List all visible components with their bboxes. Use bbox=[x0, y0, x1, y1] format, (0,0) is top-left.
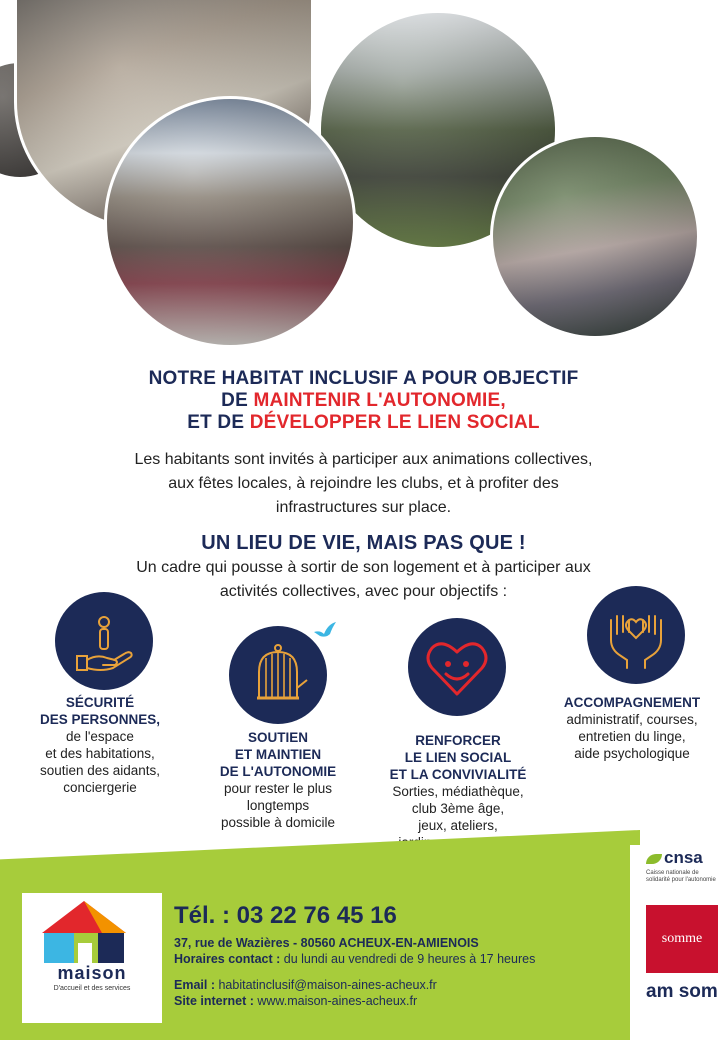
objective-support-line: aide psychologique bbox=[574, 746, 690, 761]
heading-line-3-highlight: DÉVELOPPER LE LIEN SOCIAL bbox=[249, 412, 540, 433]
cnsa-name: cnsa bbox=[664, 848, 703, 867]
leaf-icon bbox=[646, 854, 662, 864]
house-logo-icon bbox=[22, 895, 162, 965]
bird-icon bbox=[312, 618, 338, 640]
objective-security-line: de l'espace bbox=[66, 729, 134, 744]
objective-support-title: ACCOMPAGNEMENT bbox=[563, 695, 701, 710]
phone-number[interactable]: Tél. : 03 22 76 45 16 bbox=[174, 902, 397, 929]
heading-line-2 bbox=[0, 390, 727, 412]
heading-line-3 bbox=[0, 412, 727, 434]
hands-heart-icon bbox=[587, 586, 685, 684]
objective-support-line: entretien du linge, bbox=[578, 729, 686, 744]
website bbox=[174, 994, 417, 1008]
hours bbox=[174, 952, 535, 966]
photo-group-river bbox=[490, 134, 700, 339]
email-label: Email : bbox=[174, 978, 215, 992]
birdcage-icon bbox=[229, 626, 327, 724]
objective-support bbox=[542, 694, 722, 762]
objective-support-line: administratif, courses, bbox=[566, 712, 698, 727]
objective-autonomy-title-2: ET MAINTIEN bbox=[234, 747, 322, 762]
maison-logo bbox=[22, 893, 162, 1023]
subheading: UN LIEU DE VIE, MAIS PAS QUE ! bbox=[201, 532, 526, 554]
intro-line-1: Les habitants sont invités à participer aux animations collectives, bbox=[134, 451, 593, 468]
amsom-logo: am som bbox=[646, 981, 718, 1002]
objective-security-title-1: SÉCURITÉ bbox=[65, 695, 135, 710]
website-link[interactable]: www.maison-aines-acheux.fr bbox=[253, 994, 418, 1008]
intro-line-3: infrastructures sur place. bbox=[275, 499, 452, 516]
objective-autonomy-line: longtemps bbox=[246, 798, 310, 813]
subintro-line-1: Un cadre qui pousse à sortir de son logement et à participer aux bbox=[136, 559, 591, 576]
hours-value: du lundi au vendredi de 9 heures à 17 heures bbox=[280, 952, 536, 966]
objective-security-title-2: DES PERSONNES, bbox=[39, 712, 161, 727]
heart-smile-icon bbox=[408, 618, 506, 716]
hand-person-icon bbox=[55, 592, 153, 690]
website-label: Site internet : bbox=[174, 994, 254, 1008]
photo-terrace-meal bbox=[104, 96, 356, 348]
email-link[interactable]: habitatinclusif@maison-aines-acheux.fr bbox=[215, 978, 437, 992]
objective-social-title-3: ET LA CONVIVIALITÉ bbox=[389, 767, 527, 782]
objective-autonomy bbox=[192, 729, 364, 831]
objective-social bbox=[368, 732, 548, 851]
objective-social-title-2: LE LIEN SOCIAL bbox=[404, 750, 512, 765]
objective-autonomy-line: possible à domicile bbox=[220, 815, 336, 830]
objective-social-title-1: RENFORCER bbox=[415, 733, 501, 748]
address-text: 37, rue de Wazières - 80560 ACHEUX-EN-AMIENOIS bbox=[174, 936, 479, 950]
email bbox=[174, 978, 437, 992]
heading-line-3-prefix: ET DE bbox=[187, 412, 250, 433]
objective-security-line: conciergerie bbox=[63, 780, 137, 795]
address bbox=[174, 936, 479, 950]
objective-social-line: jeux, ateliers, bbox=[418, 818, 498, 833]
intro-line-2: aux fêtes locales, à rejoindre les clubs, et à profiter des bbox=[168, 475, 559, 492]
heading-line-2-highlight: MAINTENIR L'AUTONOMIE, bbox=[253, 390, 506, 411]
cnsa-logo bbox=[646, 848, 718, 904]
logo-subtitle: D'accueil et des services bbox=[53, 985, 131, 992]
logo-word: maison bbox=[57, 963, 127, 983]
objective-autonomy-line: pour rester le plus bbox=[223, 781, 333, 796]
heading-line-1: NOTRE HABITAT INCLUSIF A POUR OBJECTIF bbox=[148, 368, 579, 389]
somme-logo: somme bbox=[646, 905, 718, 973]
objective-social-line: Sorties, médiathèque, bbox=[392, 784, 524, 799]
heading-line-2-prefix: DE bbox=[221, 390, 254, 411]
objective-social-line: club 3ème âge, bbox=[411, 801, 505, 816]
cnsa-subtitle: Caisse nationale de solidarité pour l'autonomie bbox=[646, 870, 716, 883]
hours-label: Horaires contact : bbox=[174, 952, 281, 966]
objective-security-line: et des habitations, bbox=[45, 746, 155, 761]
subintro-line-2: activités collectives, avec pour objectifs : bbox=[219, 583, 508, 600]
objective-security-line: soutien des aidants, bbox=[39, 763, 161, 778]
objective-security bbox=[10, 694, 190, 796]
objective-autonomy-title-1: SOUTIEN bbox=[247, 730, 308, 745]
objective-autonomy-title-3: DE L'AUTONOMIE bbox=[219, 764, 337, 779]
